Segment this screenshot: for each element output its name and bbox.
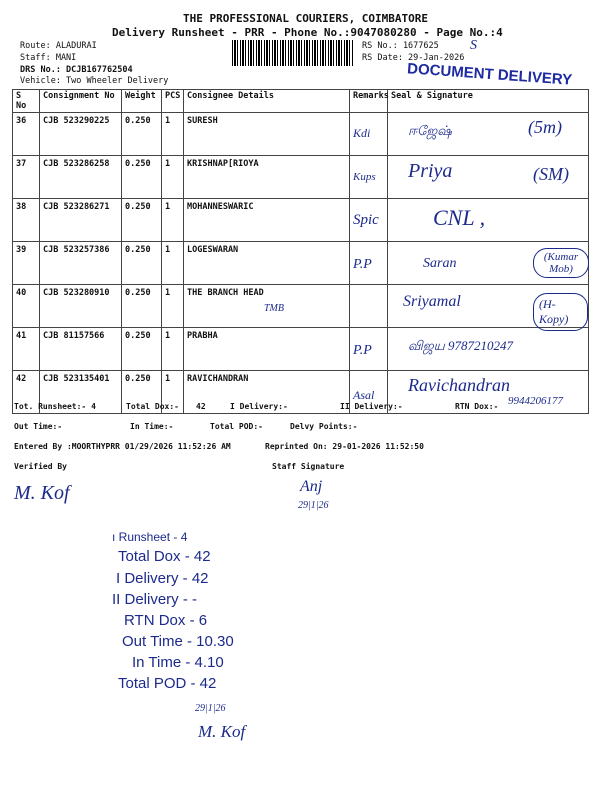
verified-by-label: Verified By bbox=[14, 462, 67, 471]
staff-signature-label: Staff Signature bbox=[272, 462, 345, 471]
row-remarks bbox=[350, 199, 388, 242]
remarks-handwriting: Kdi bbox=[353, 126, 371, 140]
rs-date: RS Date: 29-Jan-2026 bbox=[362, 53, 465, 63]
in-time-label: In Time:- bbox=[130, 422, 174, 431]
hw-out-time: Out Time - 10.30 bbox=[122, 633, 234, 650]
col-sno: S No bbox=[13, 90, 40, 113]
hw-i-delivery: I Delivery - 42 bbox=[116, 570, 209, 587]
row-weight: 0.250 bbox=[122, 242, 162, 285]
tot-runsheet: Tot. Runsheet:- 4 bbox=[14, 402, 96, 411]
row-sno: 42 bbox=[13, 371, 40, 414]
hw-sign-date: 29|1|26 bbox=[195, 703, 226, 714]
col-weight: Weight bbox=[122, 90, 162, 113]
row-consignment: CJB 523280910 bbox=[40, 285, 122, 328]
table-row bbox=[13, 199, 589, 242]
consignee-name: THE BRANCH HEAD bbox=[187, 288, 264, 298]
signature-note: 9944206177 bbox=[508, 395, 563, 407]
row-pcs: 1 bbox=[162, 371, 184, 414]
signature-handwriting: ஈஜேஷ் bbox=[408, 123, 452, 138]
row-consignment: CJB 523290225 bbox=[40, 113, 122, 156]
row-consignment: CJB 81157566 bbox=[40, 328, 122, 371]
table-header-row bbox=[13, 90, 589, 113]
row-remarks bbox=[350, 113, 388, 156]
signature-note: (H-Kopy) bbox=[533, 293, 588, 331]
handwritten-mark: S bbox=[470, 38, 477, 53]
runsheet-table bbox=[12, 89, 589, 414]
col-consignment: Consignment No bbox=[40, 90, 122, 113]
row-consignee: LOGESWARAN bbox=[184, 242, 350, 285]
signature-note: (5m) bbox=[528, 117, 562, 137]
row-signature bbox=[388, 156, 589, 199]
consignee-note: TMB bbox=[264, 303, 284, 314]
staff-label: Staff: MANI bbox=[20, 53, 77, 63]
remarks-handwriting: Kups bbox=[353, 171, 376, 183]
row-signature bbox=[388, 113, 589, 156]
signature-handwriting: Sriyamal bbox=[403, 293, 461, 310]
table-row bbox=[13, 156, 589, 199]
row-weight: 0.250 bbox=[122, 199, 162, 242]
row-remarks bbox=[350, 242, 388, 285]
hw-rtn-dox: RTN Dox - 6 bbox=[124, 612, 208, 629]
total-dox-label: Total Dox:- bbox=[126, 402, 179, 411]
row-sno: 36 bbox=[13, 113, 40, 156]
row-pcs: 1 bbox=[162, 285, 184, 328]
row-sno: 40 bbox=[13, 285, 40, 328]
row-weight: 0.250 bbox=[122, 285, 162, 328]
row-consignee: KRISHNAP[RIOYA bbox=[184, 156, 350, 199]
hw-runsheet: ı Runsheet - 4 bbox=[112, 530, 188, 544]
row-signature bbox=[388, 242, 589, 285]
company-title: THE PROFESSIONAL COURIERS, COIMBATORE bbox=[183, 12, 429, 25]
row-sno: 37 bbox=[13, 156, 40, 199]
document-delivery-stamp: DOCUMENT DELIVERY bbox=[406, 60, 573, 89]
staff-signature: Anj bbox=[300, 478, 323, 495]
row-weight: 0.250 bbox=[122, 371, 162, 414]
signature-note: (Kumar Mob) bbox=[533, 248, 589, 278]
remarks-handwriting: P.P bbox=[353, 257, 372, 272]
remarks-handwriting: P.P bbox=[353, 343, 372, 358]
signature-handwriting: Priya bbox=[408, 160, 453, 182]
row-consignment: CJB 523135401 bbox=[40, 371, 122, 414]
total-pod-label: Total POD:- bbox=[210, 422, 263, 431]
row-pcs: 1 bbox=[162, 199, 184, 242]
row-signature bbox=[388, 199, 589, 242]
col-pcs: PCS bbox=[162, 90, 184, 113]
col-seal-signature: Seal & Signature bbox=[388, 90, 589, 113]
row-sno: 39 bbox=[13, 242, 40, 285]
staff-signature-date: 29|1|26 bbox=[298, 500, 329, 511]
row-signature bbox=[388, 285, 589, 328]
rtn-dox-label: RTN Dox:- bbox=[455, 402, 499, 411]
hw-total-dox: Total Dox - 42 bbox=[118, 548, 211, 565]
row-remarks bbox=[350, 156, 388, 199]
table-row bbox=[13, 371, 589, 414]
row-consignee: MOHANNESWARIC bbox=[184, 199, 350, 242]
row-remarks bbox=[350, 285, 388, 328]
delvy-points-label: Delvy Points:- bbox=[290, 422, 358, 431]
barcode bbox=[232, 40, 354, 66]
col-consignee: Consignee Details bbox=[184, 90, 350, 113]
row-weight: 0.250 bbox=[122, 113, 162, 156]
row-weight: 0.250 bbox=[122, 156, 162, 199]
row-pcs: 1 bbox=[162, 113, 184, 156]
vehicle-label: Vehicle: Two Wheeler Delivery bbox=[20, 76, 169, 86]
signature-handwriting: Saran bbox=[423, 256, 457, 271]
row-consignee bbox=[184, 285, 350, 328]
hw-in-time: In Time - 4.10 bbox=[132, 654, 224, 671]
table-row bbox=[13, 328, 589, 371]
remarks-handwriting: Asal bbox=[353, 388, 375, 402]
signature-handwriting: CNL , bbox=[433, 205, 486, 230]
entered-by: Entered By :MOORTHYPRR 01/29/2026 11:52:26 AM bbox=[14, 442, 231, 451]
row-consignment: CJB 523286258 bbox=[40, 156, 122, 199]
row-consignment: CJB 523257386 bbox=[40, 242, 122, 285]
row-sno: 41 bbox=[13, 328, 40, 371]
route-label: Route: ALADURAI bbox=[20, 41, 97, 51]
col-remarks: Remarks bbox=[350, 90, 388, 113]
row-signature bbox=[388, 328, 589, 371]
hw-total-pod: Total POD - 42 bbox=[118, 675, 217, 692]
out-time-label: Out Time:- bbox=[14, 422, 63, 431]
row-consignee: SURESH bbox=[184, 113, 350, 156]
table-row bbox=[13, 242, 589, 285]
row-consignment: CJB 523286271 bbox=[40, 199, 122, 242]
row-pcs: 1 bbox=[162, 156, 184, 199]
table-row bbox=[13, 285, 589, 328]
drs-number: DRS No.: DCJB167762504 bbox=[20, 65, 133, 75]
row-weight: 0.250 bbox=[122, 328, 162, 371]
hw-sign-name: M. Kof bbox=[198, 722, 246, 741]
row-sno: 38 bbox=[13, 199, 40, 242]
row-pcs: 1 bbox=[162, 242, 184, 285]
verified-signature: M. Kof bbox=[14, 482, 70, 504]
row-consignee: PRABHA bbox=[184, 328, 350, 371]
signature-note: (SM) bbox=[533, 164, 569, 184]
hw-ii-delivery: II Delivery - - bbox=[112, 591, 198, 608]
row-pcs: 1 bbox=[162, 328, 184, 371]
table-row bbox=[13, 113, 589, 156]
total-dox-value: 42 bbox=[196, 402, 206, 411]
row-remarks bbox=[350, 328, 388, 371]
ii-delivery-label: II Delivery:- bbox=[340, 402, 403, 411]
row-consignee: RAVICHANDRAN bbox=[184, 371, 350, 414]
signature-handwriting: Ravichandran bbox=[408, 375, 510, 395]
rs-number: RS No.: 1677625 bbox=[362, 41, 439, 51]
signature-handwriting: விஜய 9787210247 bbox=[408, 338, 514, 353]
reprinted-on: Reprinted On: 29-01-2026 11:52:50 bbox=[265, 442, 424, 451]
runsheet-subtitle: Delivery Runsheet - PRR - Phone No.:9047080280 - Page No.:4 bbox=[112, 26, 503, 39]
remarks-handwriting: Spic bbox=[353, 212, 379, 228]
i-delivery-label: I Delivery:- bbox=[230, 402, 288, 411]
